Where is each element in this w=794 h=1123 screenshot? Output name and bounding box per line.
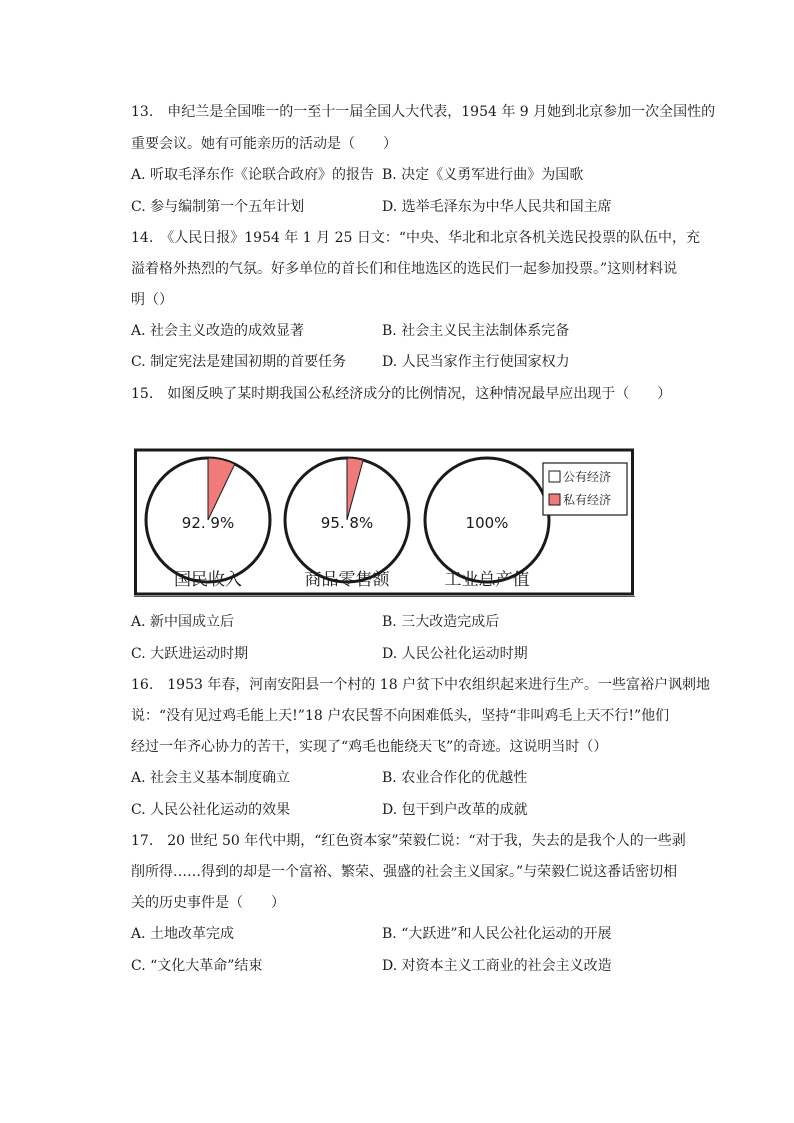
pie-2-value-label: 95. 8% bbox=[320, 514, 374, 532]
chart-legend bbox=[543, 463, 627, 515]
q15-option-c[interactable]: C. 大跃进运动时期 bbox=[131, 646, 249, 662]
legend-swatch-private bbox=[549, 494, 560, 505]
q13-line-2: 重要会议。她有可能亲历的活动是（ ） bbox=[131, 136, 397, 152]
q16-line-2: 说：“没有见过鸡毛能上天!”18 户农民誓不向困难低头，坚持“非叫鸡毛上天不行!”他们 bbox=[131, 708, 670, 724]
legend-label-private: 私有经济 bbox=[563, 493, 612, 507]
q16-option-c[interactable]: C. 人民公社化运动的效果 bbox=[131, 802, 291, 818]
q14-line-3: 明（） bbox=[131, 292, 173, 308]
q13-option-c[interactable]: C. 参与编制第一个五年计划 bbox=[131, 199, 305, 215]
pie-chart-figure bbox=[134, 448, 635, 598]
q17-line-1: 17. 20 世纪 50 年代中期，“红色资本家”荣毅仁说：“对于我，失去的是我个人的一些剥 bbox=[131, 833, 686, 849]
pie-1-category-label: 国民收入 bbox=[174, 570, 242, 590]
q13-option-b[interactable]: B. 决定《义勇军进行曲》为国歌 bbox=[382, 167, 584, 183]
q17-line-2: 削所得……得到的却是一个富裕、繁荣、强盛的社会主义国家。”与荣毅仁说这番话密切相 bbox=[131, 864, 678, 880]
q14-line-1: 14. 《人民日报》1954 年 1 月 25 日文：“中央、华北和北京各机关选民投票的队伍中，充 bbox=[131, 230, 701, 246]
pie-2-category-label: 商品零售额 bbox=[304, 570, 390, 590]
q15-option-b[interactable]: B. 三大改造完成后 bbox=[382, 614, 500, 630]
q14-option-d[interactable]: D. 人民当家作主行使国家权力 bbox=[382, 354, 570, 370]
q17-line-3: 关的历史事件是（ ） bbox=[131, 895, 285, 911]
q15-line-1: 15. 如图反映了某时期我国公私经济成分的比例情况，这种情况最早应出现于（ ） bbox=[131, 386, 672, 402]
q13-option-a[interactable]: A. 听取毛泽东作《论联合政府》的报告 bbox=[131, 167, 375, 183]
pie-3-category-label: 工业总产值 bbox=[444, 570, 530, 590]
q17-option-a[interactable]: A. 土地改革完成 bbox=[131, 926, 235, 942]
legend-swatch-public bbox=[549, 471, 560, 482]
q16-line-1: 16. 1953 年春，河南安阳县一个村的 18 户贫下中农组织起来进行生产。一些富裕户讽刺地 bbox=[131, 677, 711, 693]
q14-option-a[interactable]: A. 社会主义改造的成效显著 bbox=[131, 323, 305, 339]
q16-option-b[interactable]: B. 农业合作化的优越性 bbox=[382, 770, 528, 786]
q16-line-3: 经过一年齐心协力的苦干，实现了“鸡毛也能绕天飞”的奇迹。这说明当时（） bbox=[131, 739, 608, 755]
q17-option-c[interactable]: C. “文化大革命”结束 bbox=[131, 958, 263, 974]
q15-option-d[interactable]: D. 人民公社化运动时期 bbox=[382, 646, 528, 662]
q15-option-a[interactable]: A. 新中国成立后 bbox=[131, 614, 235, 630]
q16-option-a[interactable]: A. 社会主义基本制度确立 bbox=[131, 770, 291, 786]
q17-option-b[interactable]: B. “大跃进”和人民公社化运动的开展 bbox=[382, 926, 612, 942]
legend-label-public: 公有经济 bbox=[563, 470, 612, 484]
q13-option-d[interactable]: D. 选举毛泽东为中华人民共和国主席 bbox=[382, 199, 612, 215]
q16-option-d[interactable]: D. 包干到户改革的成就 bbox=[382, 802, 528, 818]
q14-option-c[interactable]: C. 制定宪法是建国初期的首要任务 bbox=[131, 354, 347, 370]
q14-line-2: 溢着格外热烈的气氛。好多单位的首长们和住地选区的选民们一起参加投票。”这则材料说 bbox=[131, 261, 678, 277]
q14-option-b[interactable]: B. 社会主义民主法制体系完备 bbox=[382, 323, 570, 339]
q17-option-d[interactable]: D. 对资本主义工商业的社会主义改造 bbox=[382, 958, 612, 974]
q13-line-1: 13. 申纪兰是全国唯一的一至十一届全国人大代表，1954 年 9 月她到北京参加一次全国性的 bbox=[131, 104, 716, 120]
pie-3-value-label: 100% bbox=[465, 514, 509, 532]
pie-1-value-label: 92. 9% bbox=[181, 514, 235, 532]
